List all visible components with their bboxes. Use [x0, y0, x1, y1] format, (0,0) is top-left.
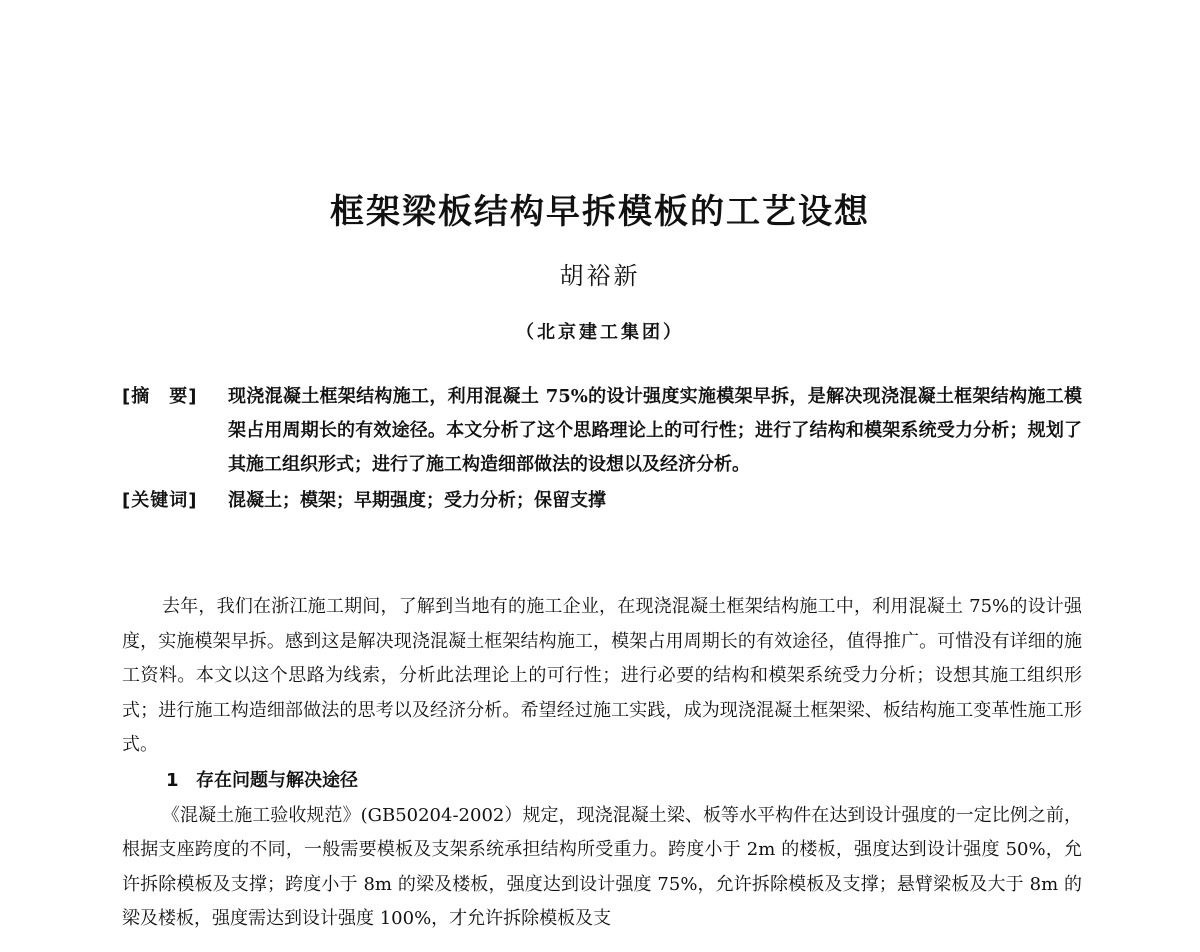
abstract-text: 现浇混凝土框架结构施工，利用混凝土 75%的设计强度实施模架早拆，是解决现浇混凝土框架结构施工模架占用周期长的有效途径。本文分析了这个思路理论上的可行性；进行了结构和模架系统受力分析；规划了其施工组织形式；进行了施工构造细部做法的设想以及经济分析。 — [228, 386, 1082, 475]
body-text — [122, 590, 1082, 937]
abstract-row — [122, 380, 1082, 482]
abstract-label: [摘 要] — [122, 386, 198, 407]
section-title: 存在问题与解决途径 — [196, 769, 358, 791]
intro-paragraph: 去年，我们在浙江施工期间，了解到当地有的施工企业，在现浇混凝土框架结构施工中，利用混凝土 75%的设计强度，实施模架早拆。感到这是解决现浇混凝土框架结构施工，模架占用周期长的有效途径，值得推广。可惜没有详细的施工资料。本文以这个思路为线索，分析此法理论上的可行性；进行必要的结构和模架系统受力分析；设想其施工组织形式；进行施工构造细部做法的思考以及经济分析。希望经过施工实践，成为现浇混凝土框架梁、板结构施工变革性施工形式。 — [122, 596, 1082, 755]
paper-title: 框架梁板结构早拆模板的工艺设想 — [330, 192, 870, 232]
author-name: 胡裕新 — [559, 262, 641, 290]
author-affiliation: （北京建工集团） — [516, 322, 684, 343]
abstract-block — [122, 380, 1082, 518]
section-number: 1 — [166, 769, 179, 791]
keywords-text: 混凝土；模架；早期强度；受力分析；保留支撑 — [228, 490, 606, 511]
section-paragraph: 《混凝土施工验收规范》(GB50204-2002）规定，现浇混凝土梁、板等水平构件在达到设计强度的一定比例之前，根据支座跨度的不同，一般需要模板及支架系统承担结构所受重力。跨度小于 2m 的楼板，强度达到设计强度 50%，允许拆除模板及支撑；跨度小于 8m 的梁及楼板，强度达到设计强度 75%，允许拆除模板及支撑；悬臂梁板及大于 8m 的梁及楼板，强度需达到设计强度 100%，才允许拆除模板及支 — [122, 804, 1082, 929]
keywords-row — [122, 484, 1082, 518]
keywords-label: [关键词] — [122, 490, 198, 511]
section-heading — [122, 763, 1082, 799]
